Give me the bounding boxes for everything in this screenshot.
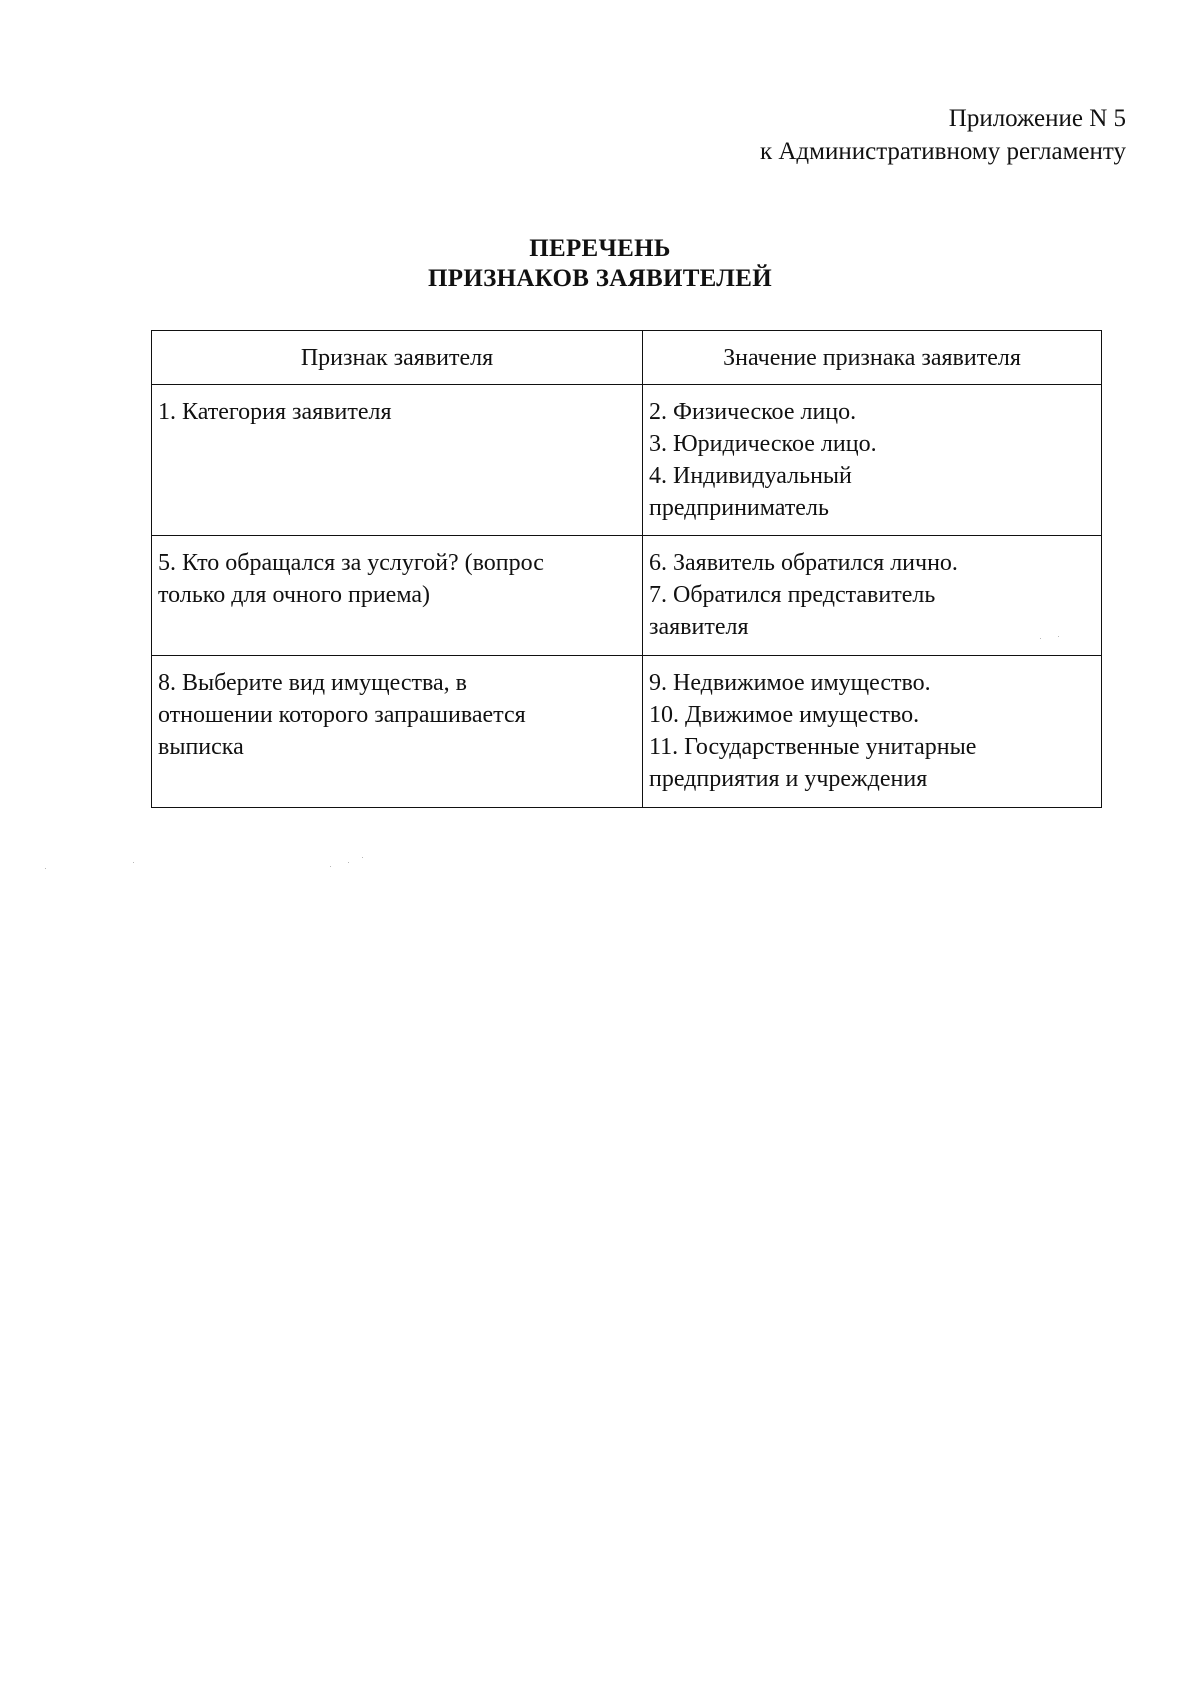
criterion-line: 5. Кто обращался за услугой? (вопрос	[158, 550, 544, 576]
title-line-2: ПРИЗНАКОВ ЗАЯВИТЕЛЕЙ	[428, 265, 772, 292]
scan-speck	[133, 862, 134, 863]
appendix-regulation: к Административному регламенту	[759, 138, 1126, 165]
scan-speck	[362, 857, 363, 858]
value-cell	[643, 656, 1102, 808]
value-line: 9. Недвижимое имущество.	[649, 670, 931, 696]
criterion-line: только для очного приема)	[158, 582, 430, 608]
scan-speck	[45, 868, 46, 869]
value-line: 6. Заявитель обратился лично.	[649, 550, 958, 576]
scan-speck	[1058, 636, 1059, 637]
value-line: предприниматель	[649, 495, 829, 521]
value-line: 3. Юридическое лицо.	[649, 431, 877, 457]
criterion-line: 8. Выберите вид имущества, в	[158, 670, 467, 696]
criterion-line: отношении которого запрашивается	[158, 702, 526, 728]
criterion-line: выписка	[158, 734, 244, 760]
scan-speck	[348, 862, 349, 863]
scan-speck	[330, 866, 331, 867]
value-line: 7. Обратился представитель	[649, 582, 936, 608]
value-line: 11. Государственные унитарные	[649, 734, 977, 760]
scan-speck	[1040, 638, 1041, 639]
criterion-cell	[152, 656, 643, 808]
criterion-cell	[152, 385, 643, 536]
table-row	[152, 656, 1102, 808]
value-line: заявителя	[649, 614, 749, 640]
value-line: 4. Индивидуальный	[649, 463, 852, 489]
value-line: 2. Физическое лицо.	[649, 399, 857, 425]
criterion-cell	[152, 536, 643, 656]
table-row	[152, 385, 1102, 536]
header-criterion: Признак заявителя	[152, 331, 643, 385]
criterion-line: 1. Категория заявителя	[158, 399, 392, 425]
applicant-criteria-table	[151, 330, 1102, 808]
table-row	[152, 536, 1102, 656]
appendix-reference	[760, 102, 1126, 168]
value-line: 10. Движимое имущество.	[649, 702, 920, 728]
appendix-number: Приложение N 5	[948, 105, 1126, 132]
value-line: предприятия и учреждения	[649, 766, 928, 792]
title-line-1: ПЕРЕЧЕНЬ	[529, 235, 671, 262]
header-value: Значение признака заявителя	[643, 331, 1102, 385]
table-header-row	[152, 331, 1102, 385]
document-title	[0, 234, 1200, 294]
value-cell	[643, 536, 1102, 656]
value-cell	[643, 385, 1102, 536]
